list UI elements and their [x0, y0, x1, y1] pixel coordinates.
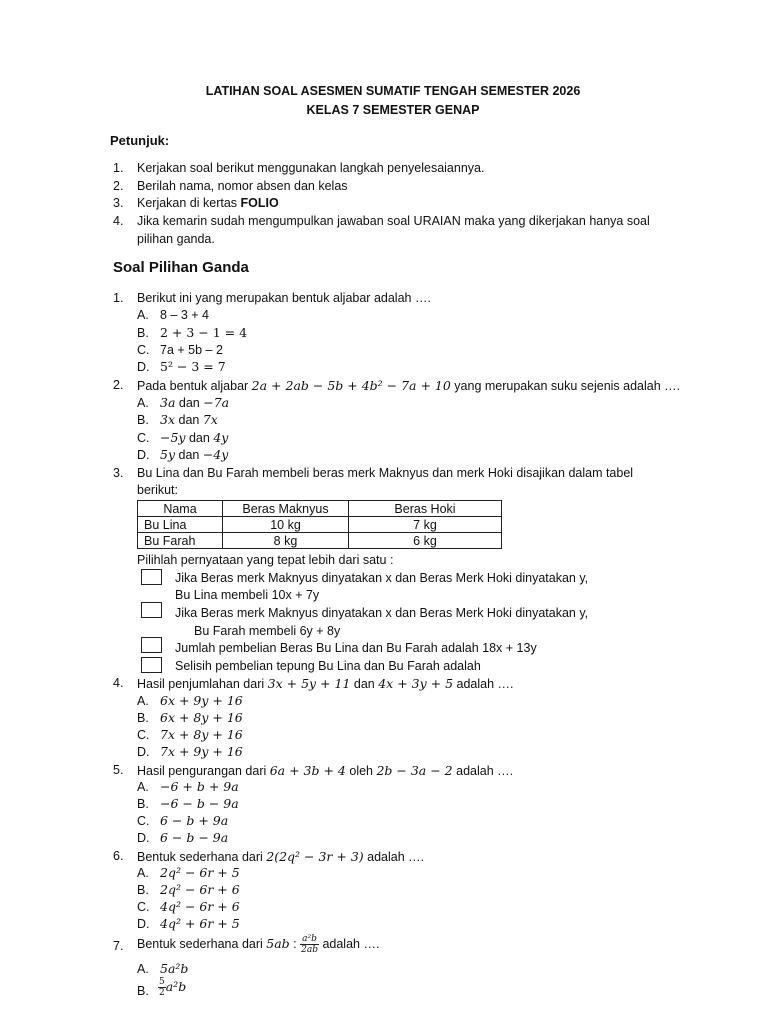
table-row: [138, 533, 502, 549]
term: −5y: [160, 430, 186, 445]
statement-text: Jumlah pembelian Beras Bu Lina dan Bu Farah adalah 18x + 13y: [175, 641, 537, 655]
option-text: a²b: [165, 979, 187, 994]
fraction-denominator: 2: [159, 988, 165, 999]
fraction-denominator: 2ab: [301, 945, 318, 956]
table-header-cell: Beras Hoki: [349, 501, 502, 517]
fraction-numerator: a²b: [300, 934, 319, 945]
question-text: adalah ….: [452, 764, 514, 778]
option-text-row: [160, 395, 229, 410]
instruction-text: Jika kemarin sudah mengumpulkan jawaban soal URAIAN maka yang dikerjakan hanya soal: [137, 214, 650, 228]
option-letter: B.: [137, 711, 149, 725]
question-text-row: [137, 676, 514, 691]
option-text: 2 + 3 − 1 = 4: [160, 325, 248, 340]
option-letter: B.: [137, 326, 149, 340]
option-text: 4q² + 6r + 5: [160, 916, 240, 931]
option-text: 5² − 3 = 7: [160, 359, 226, 374]
table-cell: Bu Farah: [138, 533, 223, 549]
statement-text: Jika Beras merk Maknyus dinyatakan x dan Beras Merk Hoki dinyatakan y,: [175, 606, 589, 620]
statement-text: Jika Beras merk Maknyus dinyatakan x dan Beras Merk Hoki dinyatakan y,: [175, 571, 589, 585]
section-title: Soal Pilihan Ganda: [113, 259, 249, 276]
option-letter: B.: [137, 984, 149, 998]
term: −7a: [203, 395, 230, 410]
option-text: 2q² − 6r + 6: [160, 882, 240, 897]
option-letter: C.: [137, 814, 150, 828]
instruction-number: 3.: [113, 196, 124, 210]
instruction-text-row: [137, 196, 279, 210]
question-number: 5.: [113, 763, 124, 777]
option-letter: B.: [137, 413, 149, 427]
question-text: oleh: [345, 764, 377, 778]
question-number: 6.: [113, 849, 124, 863]
table-header-cell: Beras Maknyus: [223, 501, 349, 517]
question-text-row: [137, 932, 379, 956]
statement-checkbox[interactable]: [141, 569, 162, 585]
fraction: [158, 977, 166, 998]
term: −4y: [202, 447, 229, 462]
table-cell: Bu Lina: [138, 517, 223, 533]
instruction-text-continued: pilihan ganda.: [137, 232, 215, 246]
option-text: 6 − b − 9a: [160, 830, 229, 845]
instruction-number: 4.: [113, 214, 124, 228]
option-text: 6 − b + 9a: [160, 813, 229, 828]
option-letter: D.: [137, 745, 150, 759]
question-number: 7.: [113, 939, 124, 953]
option-text: −6 − b − 9a: [160, 796, 239, 811]
page-title: LATIHAN SOAL ASESMEN SUMATIF TENGAH SEMESTER 2026: [205, 84, 581, 98]
option-text: 2q² − 6r + 5: [160, 865, 240, 880]
instruction-text: Berilah nama, nomor absen dan kelas: [137, 179, 348, 193]
statement-text-continued: Bu Lina membeli 10x + 7y: [175, 588, 320, 602]
question-text: adalah ….: [453, 677, 514, 691]
table-row: [138, 517, 502, 533]
statement-checkbox[interactable]: [141, 602, 162, 618]
question-text: adalah ….: [363, 850, 425, 864]
term: 4y: [213, 430, 229, 445]
statement-checkbox[interactable]: [141, 657, 162, 673]
question-text: Hasil penjumlahan dari: [137, 677, 268, 691]
algebra-expression: 4x + 3y + 5: [378, 676, 454, 691]
option-letter: D.: [137, 448, 150, 462]
question-text: yang merupakan suku sejenis adalah ….: [450, 379, 681, 393]
option-letter: D.: [137, 360, 150, 374]
option-text: 4q² − 6r + 6: [160, 899, 240, 914]
question-number: 4.: [113, 676, 124, 690]
option-letter: A.: [137, 866, 149, 880]
option-letter: A.: [137, 780, 149, 794]
algebra-expression: 2a + 2ab − 5b + 4b² − 7a + 10: [251, 378, 451, 393]
option-letter: C.: [137, 431, 150, 445]
instruction-text: Kerjakan soal berikut menggunakan langkah penyelesaiannya.: [137, 161, 485, 175]
algebra-expression: 2b − 3a − 2: [376, 763, 453, 778]
question-text: Hasil pengurangan dari: [137, 764, 270, 778]
table-header-cell: Nama: [138, 501, 223, 517]
option-letter: A.: [137, 396, 149, 410]
algebra-expression: 3x + 5y + 11: [267, 676, 351, 691]
option-text: 6x + 9y + 16: [160, 693, 243, 708]
question-text: adalah ….: [318, 937, 380, 951]
conjunction: dan: [175, 448, 203, 462]
term: 3x: [160, 412, 176, 427]
table-cell: 10 kg: [223, 517, 349, 533]
option-letter: B.: [137, 883, 149, 897]
question-number: 3.: [113, 466, 124, 480]
option-text: −6 + b + 9a: [160, 779, 239, 794]
statement-text: Selisih pembelian tepung Bu Lina dan Bu Farah adalah: [175, 659, 481, 673]
option-text-row: [160, 447, 228, 462]
table-cell: 7 kg: [349, 517, 502, 533]
page-subtitle: KELAS 7 SEMESTER GENAP: [306, 103, 480, 117]
instruction-bold-word: FOLIO: [240, 196, 279, 210]
table-header-row: [138, 501, 502, 517]
conjunction: dan: [175, 413, 203, 427]
option-letter: C.: [137, 343, 150, 357]
question-number: 2.: [113, 378, 124, 392]
question-text-row: [137, 849, 424, 864]
question-text: dan: [350, 677, 379, 691]
question-text: Berikut ini yang merupakan bentuk aljabar adalah ….: [137, 291, 431, 305]
option-letter: C.: [137, 900, 150, 914]
option-text: 6x + 8y + 16: [160, 710, 243, 725]
question-prompt: Pilihlah pernyataan yang tepat lebih dari satu :: [137, 553, 394, 567]
option-letter: A.: [137, 308, 149, 322]
option-text-row: [158, 976, 186, 998]
question-text: Bu Lina dan Bu Farah membeli beras merk Maknyus dan merk Hoki disajikan dalam tabel: [137, 466, 634, 480]
question-text: Pada bentuk aljabar: [137, 379, 252, 393]
question-text-row: [137, 763, 513, 778]
term: 7x: [202, 412, 218, 427]
colon: :: [289, 937, 301, 951]
algebra-expression: 2(2q² − 3r + 3): [266, 849, 364, 864]
instruction-text: Kerjakan di kertas: [137, 196, 241, 210]
statement-checkbox[interactable]: [141, 637, 162, 653]
algebra-expression: 5ab: [266, 936, 290, 951]
statement-text-continued: Bu Farah membeli 6y + 8y: [194, 624, 341, 638]
option-text: 8 – 3 + 4: [160, 308, 209, 322]
option-text: 7x + 9y + 16: [160, 744, 243, 759]
term: 5y: [160, 447, 176, 462]
option-letter: A.: [137, 694, 149, 708]
conjunction: dan: [185, 431, 214, 445]
instruction-number: 2.: [113, 179, 124, 193]
option-text-row: [160, 412, 218, 427]
option-letter: A.: [137, 962, 149, 976]
instruction-number: 1.: [113, 161, 124, 175]
option-text: 7x + 8y + 16: [160, 727, 243, 742]
table-cell: 6 kg: [349, 533, 502, 549]
option-text: 5a²b: [160, 961, 189, 976]
algebra-expression: 6a + 3b + 4: [269, 763, 346, 778]
question-text-row: [137, 378, 680, 393]
option-text-row: [160, 430, 228, 445]
fraction: [300, 934, 319, 955]
option-letter: C.: [137, 728, 150, 742]
question-text: Bentuk sederhana dari: [137, 937, 267, 951]
option-letter: D.: [137, 917, 150, 931]
question-number: 1.: [113, 291, 124, 305]
question-text-continued: berikut:: [137, 483, 178, 497]
term: 3a: [160, 395, 176, 410]
conjunction: dan: [175, 396, 204, 410]
question-text: Bentuk sederhana dari: [137, 850, 267, 864]
fraction-numerator: 5: [159, 977, 165, 988]
table-cell: 8 kg: [223, 533, 349, 549]
option-text: 7a + 5b – 2: [160, 343, 223, 357]
option-letter: D.: [137, 831, 150, 845]
option-letter: B.: [137, 797, 149, 811]
instructions-heading: Petunjuk:: [110, 133, 170, 148]
rice-purchase-table: [137, 500, 502, 549]
